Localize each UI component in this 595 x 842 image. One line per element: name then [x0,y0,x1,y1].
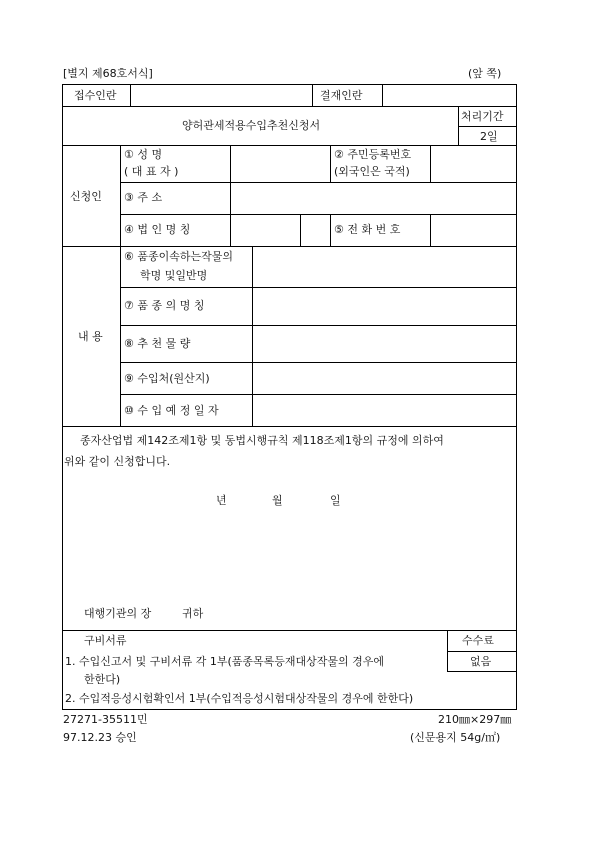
crop-species-label: ⑥ 품종이속하는작물의 [124,250,233,263]
fee-value: 없음 [470,655,492,668]
import-origin-field[interactable] [253,363,516,393]
approval-date: 97.12.23 승인 [63,731,137,744]
date-day-label: 일 [330,494,341,507]
address-label: ③ 주 소 [124,191,163,204]
import-date-field[interactable] [253,395,516,425]
content-section-label: 내 용 [78,330,103,343]
receipt-stamp-box[interactable] [131,85,311,105]
required-document-2: 2. 수입적응성시험확인서 1부(수입적응성시험대상작물의 경우에 한한다) [65,692,414,705]
recommended-quantity-field[interactable] [253,326,516,361]
page-side-label: (앞 쪽) [468,67,502,80]
statement-line-2: 위와 같이 신청합니다. [64,455,171,468]
statement-line-1: 종자산업법 제142조제1항 및 동법시행규칙 제118조제1항의 규정에 의하여 [80,434,444,447]
paper-type: (신문용지 54g/㎡) [410,731,501,744]
name-field[interactable] [231,146,329,181]
form-code: 27271-35511민 [63,713,148,726]
fee-label: 수수료 [462,634,494,647]
scientific-name-label: 학명 및일반명 [140,269,208,282]
form-title: 양허관세적용수입추천신청서 [182,119,321,132]
resident-number-label: ② 주민등록번호 [334,148,412,161]
address-field[interactable] [231,183,516,213]
import-date-label: ⑩ 수 입 예 정 일 자 [124,404,219,417]
required-document-1-cont: 한한다) [84,673,121,686]
resident-number-field[interactable] [431,146,516,181]
variety-name-field[interactable] [253,288,516,324]
nationality-label: (외국인은 국적) [334,165,410,178]
crop-species-field[interactable] [253,247,516,286]
processing-period-value: 2일 [480,130,498,143]
date-month-label: 월 [272,494,283,507]
corporation-name-field[interactable] [231,215,299,245]
corporation-name-label: ④ 법 인 명 칭 [124,223,191,236]
import-origin-label: ⑨ 수입처(원산지) [124,372,210,385]
applicant-section-label: 신청인 [70,190,102,203]
phone-label: ⑤ 전 화 번 호 [334,223,401,236]
processing-period-label: 처리기간 [461,110,504,123]
approval-stamp-label: 결재인란 [320,89,363,102]
recommended-quantity-label: ⑧ 추 천 물 량 [124,337,191,350]
required-documents-label: 구비서류 [84,634,127,647]
approval-stamp-box[interactable] [383,85,516,105]
phone-field[interactable] [431,215,516,245]
honorific-label: 귀하 [182,607,204,620]
receipt-stamp-label: 접수인란 [74,89,117,102]
name-label: ① 성 명 [124,148,163,161]
variety-name-label: ⑦ 품 종 의 명 칭 [124,299,205,312]
paper-size: 210㎜×297㎜ [438,713,512,726]
date-year-label: 년 [216,494,227,507]
form-number: [별지 제68호서식] [63,67,153,80]
recipient-label: 대행기관의 장 [84,607,152,620]
required-document-1: 1. 수입신고서 및 구비서류 각 1부(품종목록등재대상작물의 경우에 [65,655,385,668]
representative-label: ( 대 표 자 ) [124,165,179,178]
